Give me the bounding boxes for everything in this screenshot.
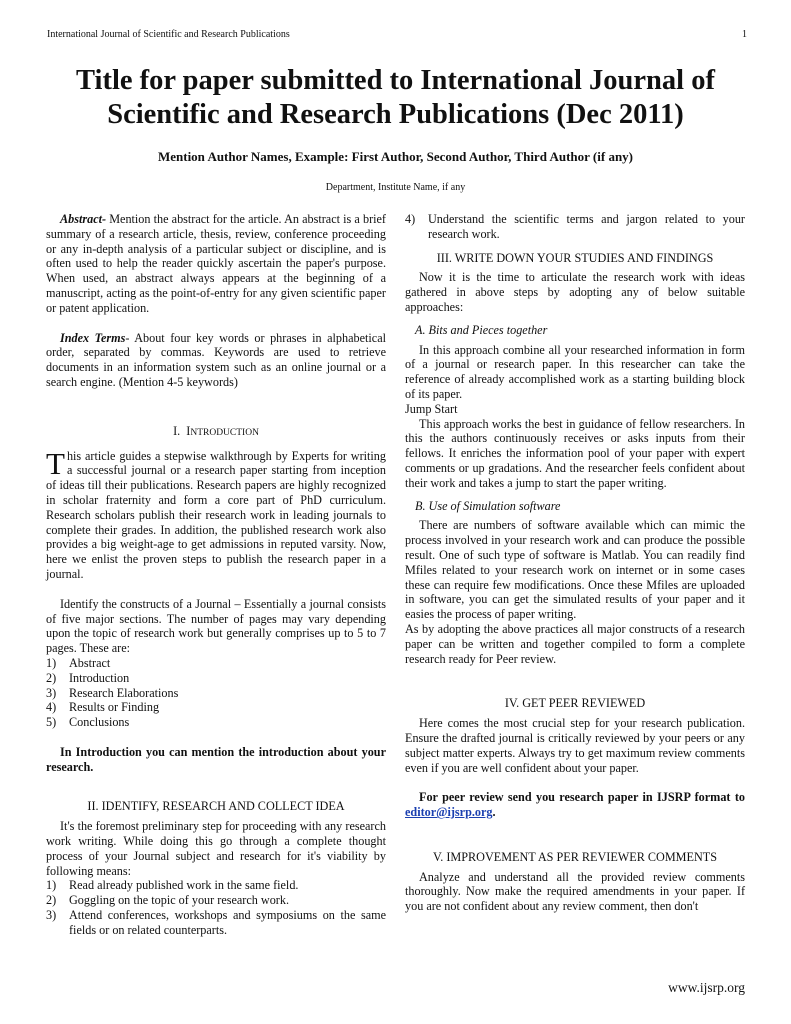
running-header-journal: International Journal of Scientific and Research Publications [47, 29, 290, 40]
peer-review-paragraph: Here comes the most crucial step for your research publication. Ensure the drafted journal is critically reviewed by your peers or any subject matter experts. Always try to get maximum review comments even if you are well confident about your paper. [405, 716, 745, 775]
identify-list [46, 878, 386, 937]
subsection-b-heading: B. Use of Simulation software [415, 498, 561, 513]
index-terms-label: Index Terms [60, 330, 126, 345]
jump-start-paragraph: This approach works the best in guidance of fellow researchers. In this the authors continuously receives or asks inputs from their fellows. It enriches the information pool of your paper with expert comments or up gradations. And the researcher feels confident about their work and takes a jump to start the paper writing. [405, 416, 745, 490]
subsection-a-paragraph: In this approach combine all your researched information in form of a journal or research paper. In this researcher can take the reference of already accomplished work as a starting building block of its paper. [405, 342, 745, 401]
jump-start-label: Jump Start [405, 401, 458, 416]
section-heading-findings: III. WRITE DOWN YOUR STUDIES AND FINDINGS [436, 250, 714, 265]
drop-cap: T [46, 445, 65, 481]
peer-review-instruction [405, 790, 745, 820]
section-heading-introduction [46, 424, 386, 441]
list-item: 5) Conclusions [46, 715, 130, 730]
list-item: 1) Abstract [46, 655, 111, 670]
list-item: 2) Introduction [46, 670, 130, 685]
section-number: I. [173, 423, 181, 438]
abstract [46, 212, 386, 316]
subsection-b-paragraph: There are numbers of software available which can mimic the process involved in your research work and can produce the possible result. One of such type of software is Matlab. You can readily find Mfiles related to your research work on internet or in some cases these can require few modifications. Once these Mfiles are uploaded in software, you can get the simulated results of your paper and it easies the process of paper writing. [405, 518, 745, 622]
list-item: 4) Results or Finding [46, 700, 160, 715]
subsection-b-paragraph-2: As by adopting the above practices all major constructs of a research paper can be written and together compiled to form a complete research ready for Peer review. [405, 621, 745, 666]
section-heading-improvement: V. IMPROVEMENT AS PER REVIEWER COMMENTS [433, 849, 717, 864]
section-heading-identify: II. IDENTIFY, RESEARCH AND COLLECT IDEA [87, 798, 345, 813]
index-terms [46, 331, 386, 390]
findings-intro: Now it is the time to articulate the research work with ideas gathered in above steps by adopting any of below suitable approaches: [405, 270, 745, 314]
department-line: Department, Institute Name, if any [325, 182, 466, 193]
identify-paragraph: It's the foremost preliminary step for proceeding with any research work writing. While doing this go through a complete thought process of your Journal subject and research for it's viability by following means: [46, 819, 386, 878]
intro-paragraph-2: Identify the constructs of a Journal – Essentially a journal consists of five major sections. The number of pages may vary depending upon the topic of research work but generally comprises up to 5 to 7 pages. These are: [46, 596, 386, 656]
intro-paragraph-1-text: his article guides a stepwise walkthrough by Experts for writing a successful journal or a research paper starting from inception of ideas till their publications. Research papers are highly recognized in scholar fraternity and form a core part of PhD curriculum. Research scholars publish their research work in leading journals to complete their grades. In addition, the published research work also provides a big weight-age to get admissions in reputed varsity. Now, here we enlist the proven steps to publish the research paper in a journal. [46, 448, 386, 581]
peer-review-suffix: . [492, 805, 496, 820]
introduction-note: In Introduction you can mention the introduction about your research. [46, 744, 386, 774]
list-item: 1) Read already published work in the same field. [46, 878, 299, 893]
heading-rest: NTRODUCTION [190, 427, 259, 438]
abstract-label: Abstract- [60, 212, 107, 226]
heading-cap: I [186, 423, 191, 438]
intro-paragraph-1 [46, 445, 386, 582]
section-heading-peer-review: IV. GET PEER REVIEWED [504, 696, 646, 711]
peer-review-prefix: For peer review send you research paper in IJSRP format to [419, 790, 745, 805]
list-item: 4) Understand the scientific terms and jargon related to your research work. [405, 212, 745, 241]
constructs-list [46, 656, 386, 730]
list-item: 2) Goggling on the topic of your research work. [46, 893, 289, 908]
list-item: 3) Attend conferences, workshops and symposiums on the same fields or on related counterparts. [46, 908, 386, 937]
index-terms-text: - About four key words or phrases in alphabetical order, separated by commas. Keywords are used to retrieve documents in an information system such as an online journal or a search engine. (Mention 4-5 keywords) [46, 330, 386, 389]
editor-email-link[interactable]: editor@ijsrp.org [405, 805, 493, 820]
subsection-a-heading: A. Bits and Pieces together [415, 322, 548, 337]
list-item: 3) Research Elaborations [46, 685, 179, 700]
footer-website: www.ijsrp.org [668, 980, 745, 995]
improvement-paragraph: Analyze and understand all the provided review comments thoroughly. Now make the required amendments in your paper. If you are not confident about any review comment, then don't [405, 869, 745, 914]
page-number: 1 [742, 29, 747, 40]
author-names: Mention Author Names, Example: First Author, Second Author, Third Author (if any) [157, 149, 634, 164]
left-column [46, 212, 386, 938]
abstract-text: Mention the abstract for the article. An abstract is a brief summary of a research article, thesis, review, conference proceeding or any in-depth analysis of a particular subject or discipline, and is often used to help the reader quickly ascertain the paper's purpose. When used, an abstract always appears at the beginning of a manuscript, acting as the point-of-entry for any given scientific paper or patent application. [46, 212, 386, 315]
paper-title: Title for paper submitted to International Journal of Scientific and Research Publications (Dec 2011) [76, 65, 715, 130]
right-column [405, 212, 745, 914]
